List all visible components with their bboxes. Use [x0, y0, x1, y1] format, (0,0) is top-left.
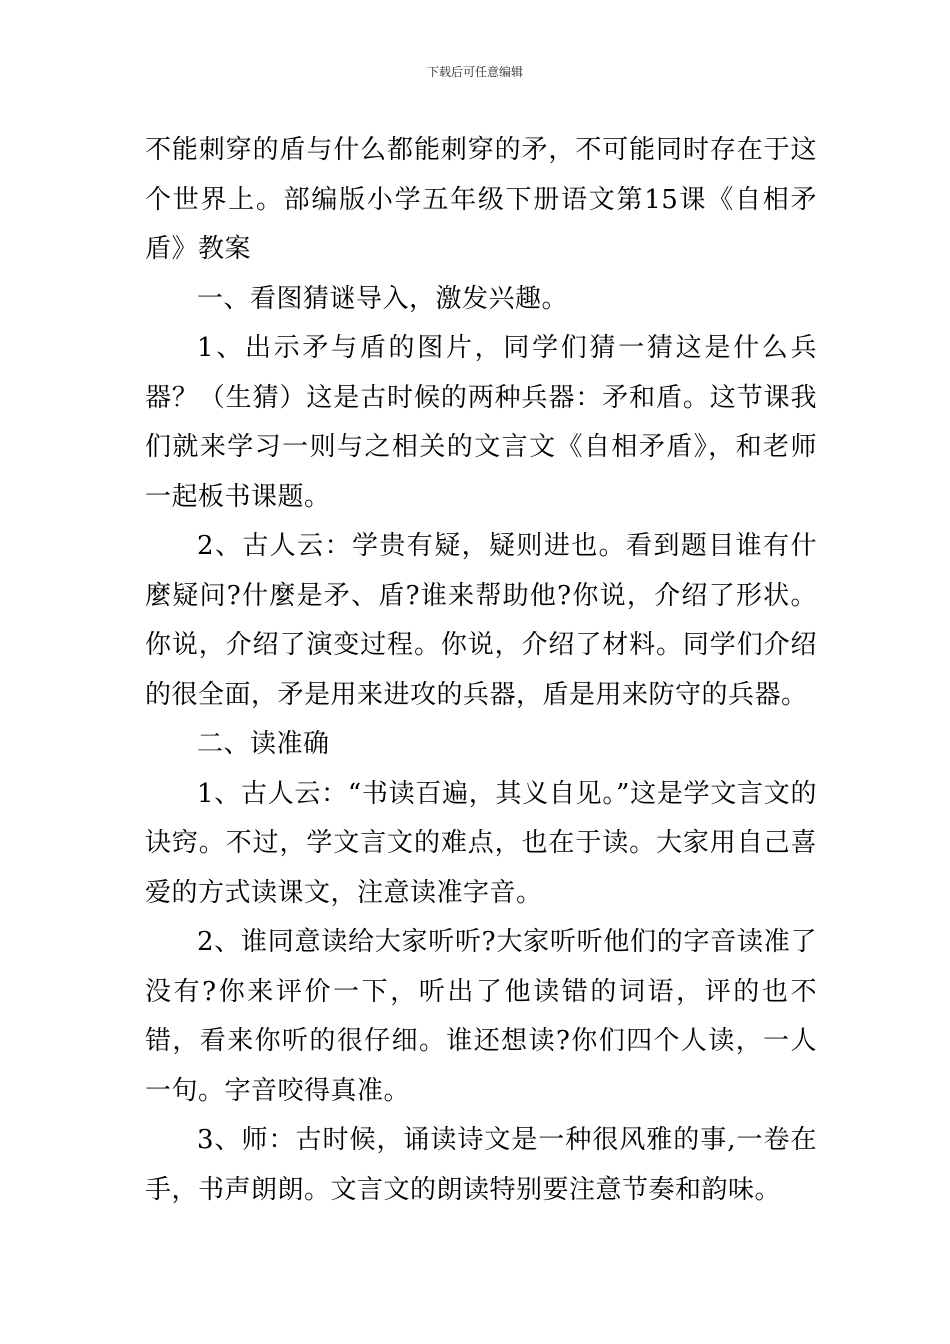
section-heading-1: 一、看图猜谜导入，激发兴趣。: [197, 283, 569, 314]
paragraph-1-2: 2、古人云：学贵有疑，疑则进也。看到题目谁有什麼疑问?什麼是矛、盾?谁来帮助他?你说，介绍了形状。你说，介绍了演变过程。你说，介绍了材料。同学们介绍的很全面，矛是用来进攻的兵器，盾是用来防守的兵器。: [145, 531, 817, 710]
page-header: 下载后可任意编辑: [426, 65, 523, 79]
paragraph-2-3: 3、师：古时候，诵读诗文是一种很风雅的事,一卷在手，书声朗朗。文言文的朗读特别要注意节奏和韵味。: [145, 1125, 817, 1205]
section-heading-2: 二、读准确: [197, 729, 330, 759]
paragraph-1-1: 1、出示矛与盾的图片，同学们猜一猜这是什么兵器？（生猜）这是古时候的两种兵器：矛和盾。这节课我们就来学习一则与之相关的文言文《自相矛盾》，和老师一起板书课题。: [145, 333, 817, 512]
paragraph-2-2: 2、谁同意读给大家听听?大家听听他们的字音读准了没有?你来评价一下，听出了他读错的词语，评的也不错，看来你听的很仔细。谁还想读?你们四个人读，一人一句。字音咬得真准。: [145, 927, 817, 1106]
document-body: [145, 126, 817, 1215]
paragraph-2-1: 1、古人云：“书读百遍，其义自见。”这是学文言文的诀窍。不过，学文言文的难点，也在于读。大家用自己喜爱的方式读课文，注意读准字音。: [145, 778, 817, 908]
paragraph-continuation: 不能刺穿的盾与什么都能刺穿的矛，不可能同时存在于这个世界上。部编版小学五年级下册语文第15课《自相矛盾》教案: [145, 135, 817, 264]
